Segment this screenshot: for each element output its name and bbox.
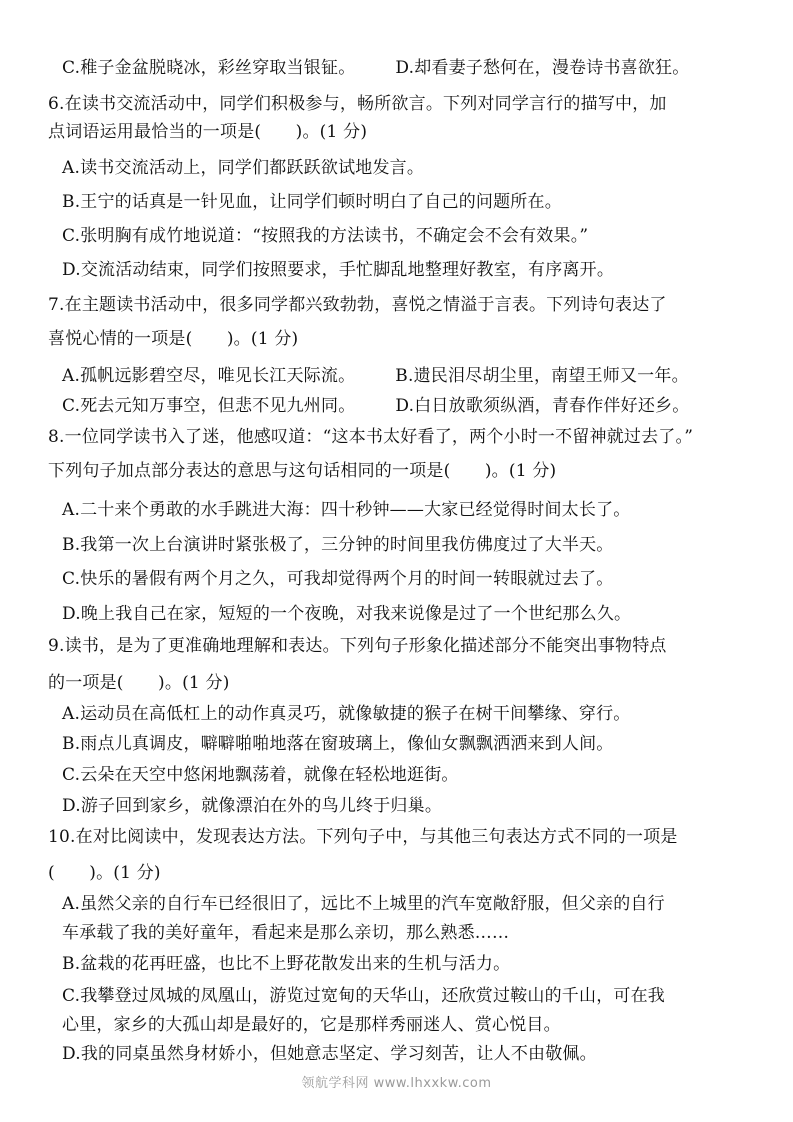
q10-option-c-line2: 心里，家乡的大孤山却是最好的，它是那样秀丽迷人、赏心悦目。	[62, 1015, 561, 1035]
q8-stem-line1: 8.一位同学读书入了迷，他感叹道：“这本书太好看了，两个小时一不留神就过去了。”	[48, 427, 694, 447]
q8-option-a: A.二十来个勇敢的水手跳进大海：四十秒钟——大家已经觉得时间太长了。	[62, 500, 631, 520]
q10-stem-line2: ( )。(1 分)	[48, 863, 161, 883]
q9-stem-line2: 的一项是( )。(1 分)	[48, 673, 230, 693]
q9-option-b: B.雨点儿真调皮，噼噼啪啪地落在窗玻璃上，像仙女飘飘洒洒来到人间。	[62, 734, 614, 754]
q9-stem-line1: 9.读书，是为了更准确地理解和表达。下列句子形象化描述部分不能突出事物特点	[48, 636, 667, 656]
q7-options-cd	[62, 395, 762, 417]
q6-stem-line2: 点词语运用最恰当的一项是( )。(1 分)	[48, 122, 368, 142]
q10-option-a-line1: A.虽然父亲的自行车已经很旧了，远比不上城里的汽车宽敞舒服，但父亲的自行	[62, 894, 665, 914]
footer-watermark: 领航学科网 www.lhxxkw.com	[301, 1076, 492, 1091]
q9-option-d: D.游子回到家乡，就像漂泊在外的鸟儿终于归巢。	[62, 796, 443, 816]
q10-option-d: D.我的同桌虽然身材娇小，但她意志坚定、学习刻苦，让人不由敬佩。	[62, 1044, 597, 1064]
q8-option-c: C.快乐的暑假有两个月之久，可我却觉得两个月的时间一转眼就过去了。	[62, 569, 614, 589]
q7-option-b: B.遗民泪尽胡尘里，南望王师又一年。	[395, 366, 689, 386]
q6-option-d: D.交流活动结束，同学们按照要求，手忙脚乱地整理好教室，有序离开。	[62, 260, 615, 280]
q6-option-c: C.张明胸有成竹地说道：“按照我的方法读书，不确定会不会有效果。”	[62, 226, 589, 246]
q5-options-cd	[62, 57, 762, 79]
q10-option-c-line1: C.我攀登过凤城的凤凰山，游览过宽甸的天华山，还欣赏过鞍山的千山，可在我	[62, 986, 666, 1006]
q7-options-ab	[62, 365, 762, 387]
q10-stem-line1: 10.在对比阅读中，发现表达方法。下列句子中，与其他三句表达方式不同的一项是	[48, 827, 678, 847]
q7-stem-line2: 喜悦心情的一项是( )。(1 分)	[48, 329, 299, 349]
q8-stem-line2: 下列句子加点部分表达的意思与这句话相同的一项是( )。(1 分)	[48, 461, 557, 481]
q10-option-a-line2: 车承载了我的美好童年，看起来是那么亲切，那么熟悉……	[62, 923, 510, 943]
q8-option-b: B.我第一次上台演讲时紧张极了，三分钟的时间里我仿佛度过了大半天。	[62, 535, 614, 555]
q10-option-b: B.盆栽的花再旺盛，也比不上野花散发出来的生机与活力。	[62, 954, 511, 974]
q8-option-d: D.晚上我自己在家，短短的一个夜晚，对我来说像是过了一个世纪那么久。	[62, 604, 632, 624]
q6-option-a: A.读书交流活动上，同学们都跃跃欲试地发言。	[62, 158, 425, 178]
q6-stem-line1: 6.在读书交流活动中，同学们积极参与，畅所欲言。下列对同学言行的描写中，加	[48, 94, 667, 114]
q5-option-d: D.却看妻子愁何在，漫卷诗书喜欲狂。	[395, 58, 690, 78]
q7-option-a: A.孤帆远影碧空尽，唯见长江天际流。	[62, 366, 356, 386]
q7-stem-line1: 7.在主题读书活动中，很多同学都兴致勃勃，喜悦之情溢于言表。下列诗句表达了	[48, 295, 667, 315]
q9-option-c: C.云朵在天空中悠闲地飘荡着，就像在轻松地逛街。	[62, 765, 459, 785]
q6-option-b: B.王宁的话真是一针见血，让同学们顿时明白了自己的问题所在。	[62, 192, 562, 212]
q7-option-d: D.白日放歌须纵酒，青春作伴好还乡。	[395, 396, 690, 416]
q5-option-c: C.稚子金盆脱晓冰，彩丝穿取当银钲。	[62, 58, 356, 78]
q9-option-a: A.运动员在高低杠上的动作真灵巧，就像敏捷的猴子在树干间攀缘、穿行。	[62, 704, 631, 724]
q7-option-c: C.死去元知万事空，但悲不见九州同。	[62, 396, 356, 416]
